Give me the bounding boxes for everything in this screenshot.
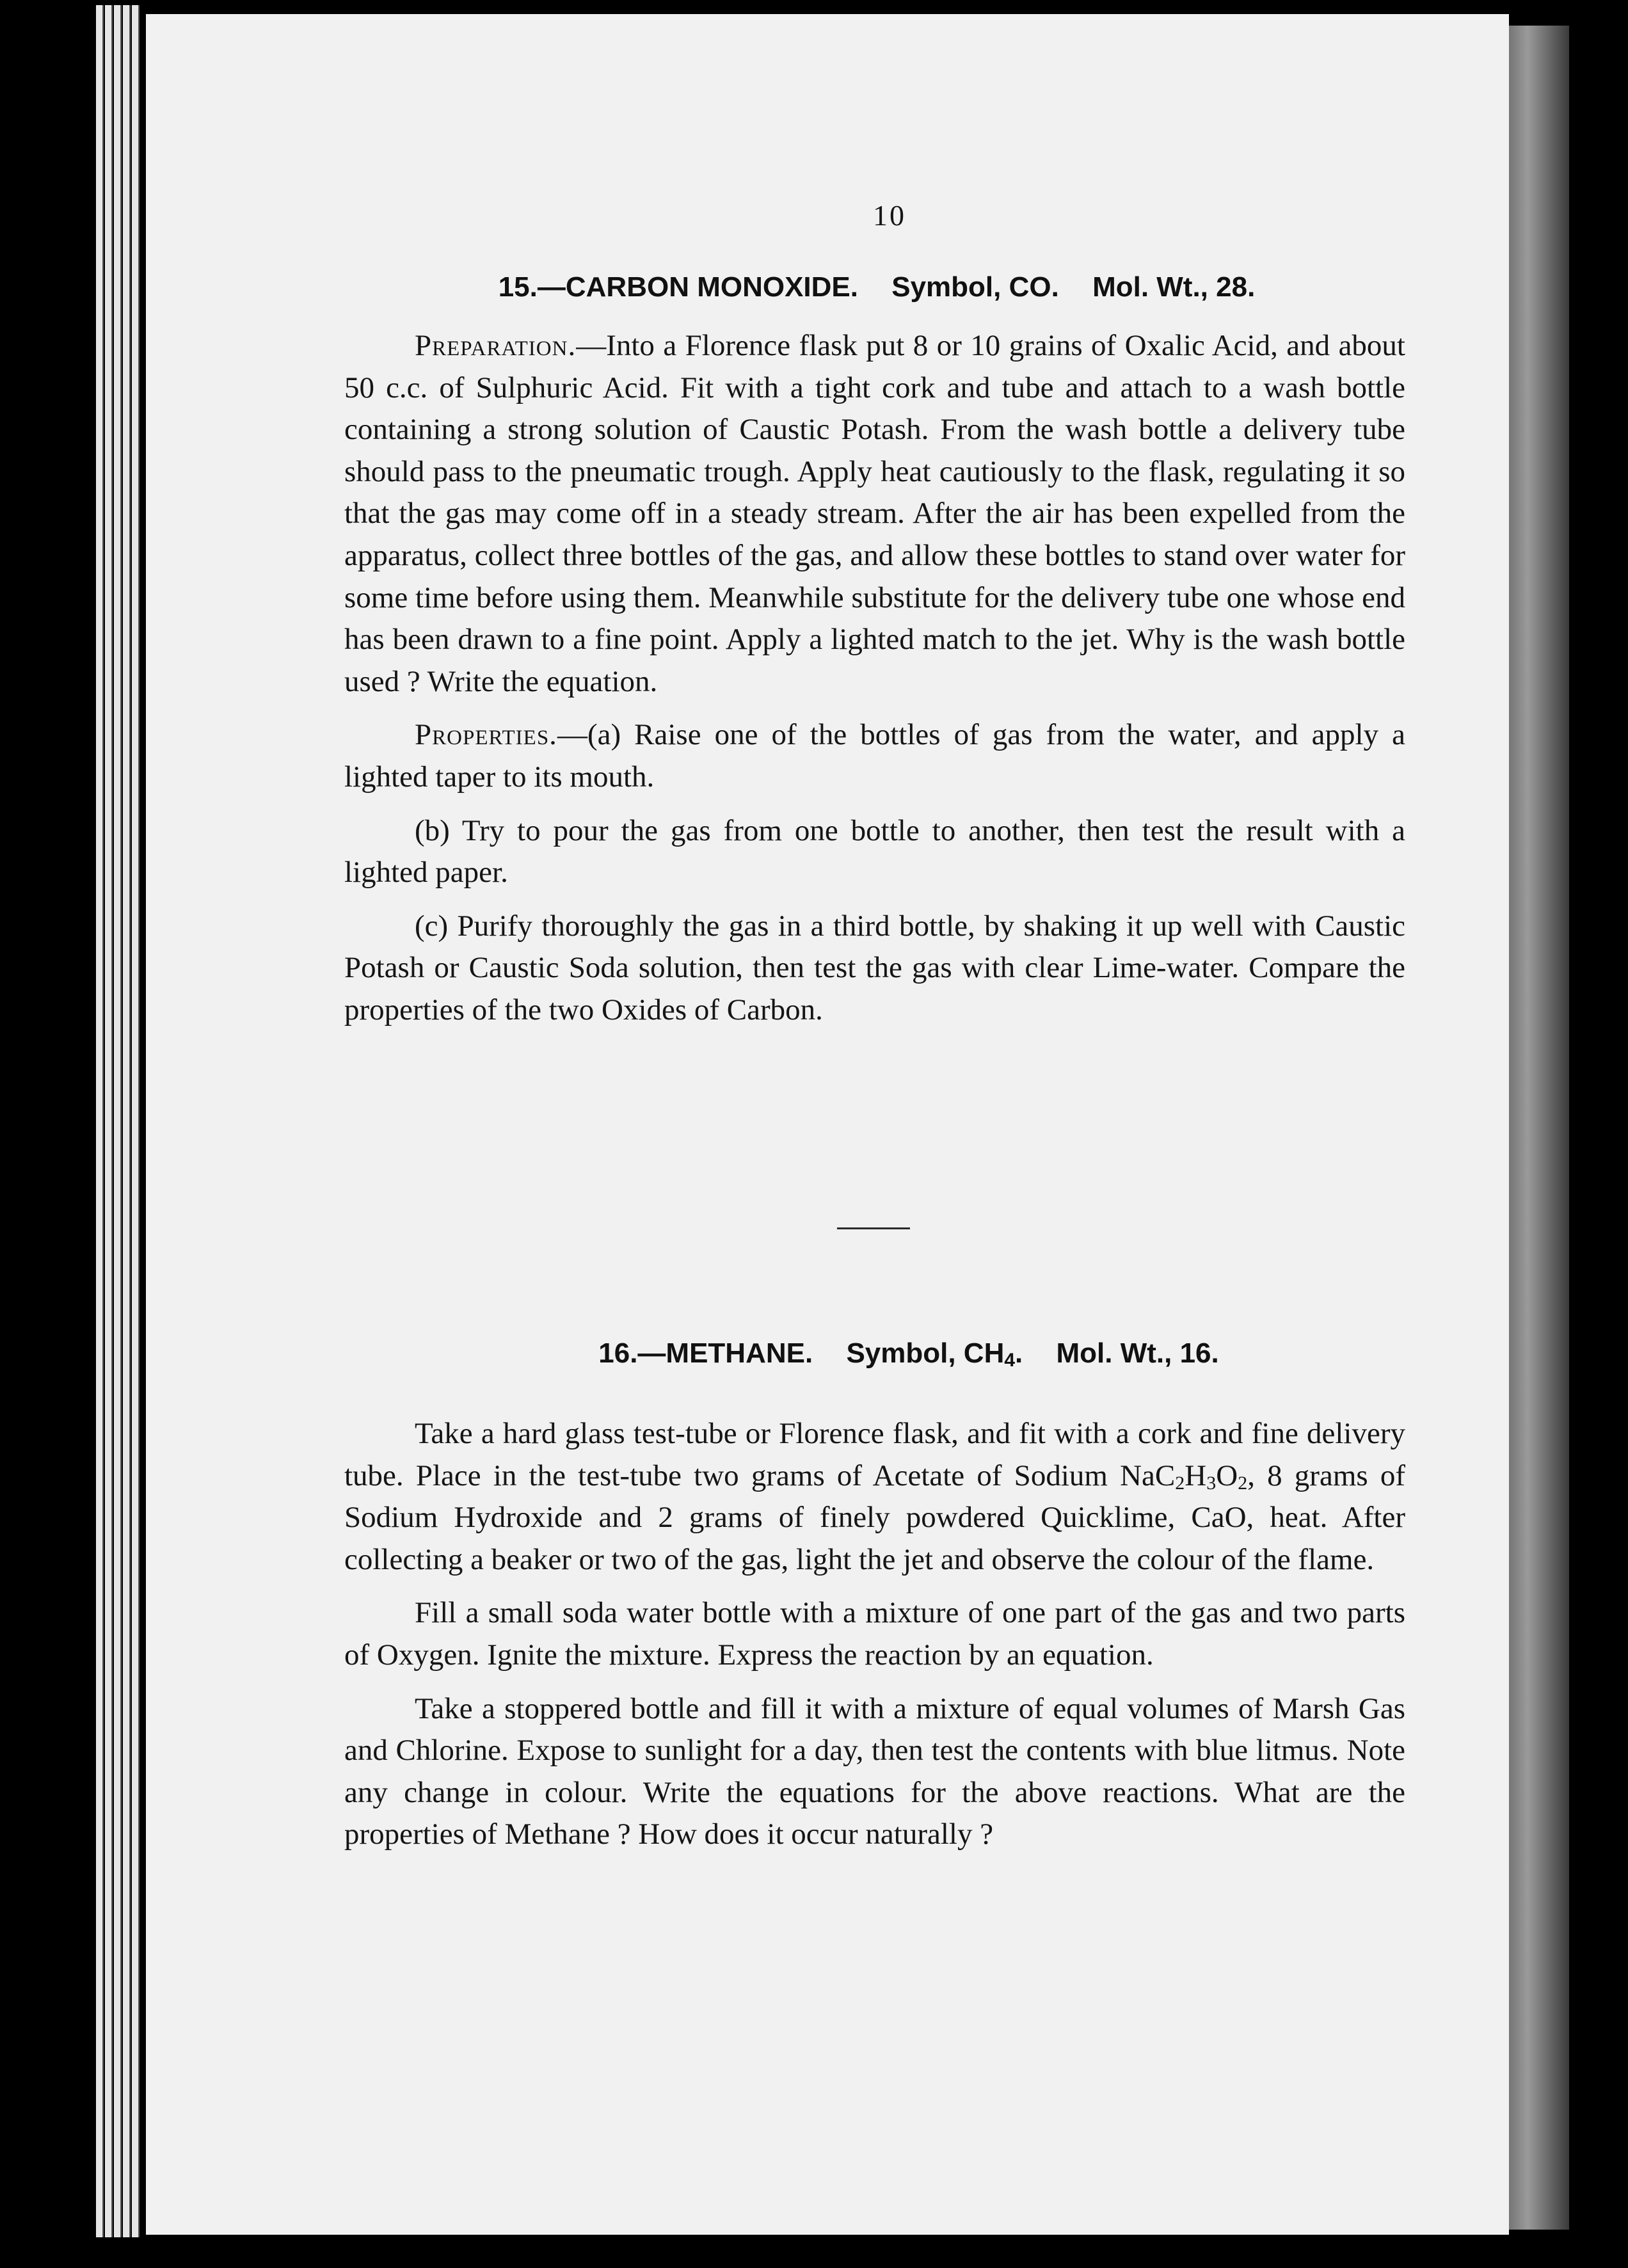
properties-a-paragraph (344, 714, 1405, 798)
preparation-paragraph (344, 325, 1405, 703)
section-15-number: 15. (498, 271, 538, 303)
section-divider (837, 1227, 910, 1229)
section-16-symbol-prefix: Symbol, CH (846, 1338, 1005, 1369)
preparation-text: —Into a Florence flask put 8 or 10 grains of Oxalic Acid, and about 50 c.c. of Sulphuric Acid. Fit with a tight cork and tube and attach to a wash bottle containing a strong solution of Caustic Potash. From the wash bottle a delivery tube should pass to the pneumatic trough. Apply heat cautiously to the flask, regulating it so that the gas may come off in a steady stream. After the air has been expelled from the apparatus, collect three bottles of the gas, and allow these bottles to stand over water for some time before using them. Meanwhile substitute for the delivery tube one whose end has been drawn to a fine point. Apply a lighted match to the jet. Why is the wash bottle used ? Write the equation. (344, 329, 1405, 698)
methane-p1-part-c: O (1216, 1458, 1238, 1492)
section-16-heading (410, 1338, 1408, 1370)
preparation-label: Preparation. (415, 329, 577, 362)
section-16-symbol (846, 1338, 1023, 1369)
next-page-shadow (1505, 26, 1569, 2230)
section-15-mol-wt: Mol. Wt., 28. (1092, 271, 1256, 303)
section-16-number: 16. (598, 1338, 638, 1369)
section-16-symbol-subscript: 4 (1004, 1350, 1016, 1371)
section-15-body (344, 325, 1405, 1032)
section-16-body (344, 1413, 1405, 1856)
methane-p1-part-a: Take a hard glass test-tube or Florence flask, and fit with a cork and fine delivery tube. Place in the test-tube two grams of Acetate of Sodium NaC (344, 1417, 1405, 1492)
page-edge (105, 5, 113, 2237)
methane-chlorine-paragraph: Take a stoppered bottle and fill it with a mixture of equal volumes of Marsh Gas and Chlorine. Expose to sunlight for a day, then test the contents with blue litmus. Note any change in colour. Write the equations for the above reactions. What are the properties of Methane ? How does it occur naturally ? (344, 1691, 1405, 1851)
properties-a-text: —(a) Raise one of the bottles of gas from the water, and apply a lighted taper to its mouth. (344, 718, 1405, 794)
properties-c-paragraph: (c) Purify thoroughly the gas in a third bottle, by shaking it up well with Caustic Potash or Caustic Soda solution, then test the gas with clear Lime-water. Compare the properties of the two Oxides of Carbon. (344, 909, 1405, 1026)
section-15-title: CARBON MONOXIDE. (565, 271, 858, 303)
section-16-mol-wt: Mol. Wt., 16. (1056, 1338, 1219, 1369)
formula-subscript: 2 (1238, 1472, 1248, 1494)
methane-p1-part-b: H (1185, 1458, 1207, 1492)
methane-p1-part-d: , 8 grams of Sodium Hydroxide and 2 grams of finely powdered Quicklime, CaO, heat. After collecting a beaker or two of the gas, light the jet and observe the colour of the flame. (344, 1458, 1406, 1576)
page-number: 10 (873, 199, 906, 232)
section-16-title: METHANE. (666, 1338, 813, 1369)
page-edge (114, 5, 122, 2237)
section-15-heading (384, 271, 1369, 303)
properties-b-paragraph: (b) Try to pour the gas from one bottle to another, then test the result with a lighted paper. (344, 813, 1405, 890)
section-16-dash: — (637, 1338, 666, 1369)
page-edge (123, 5, 131, 2237)
section-15-dash: — (537, 271, 566, 303)
section-16-symbol-suffix: . (1015, 1338, 1023, 1369)
methane-ignition-paragraph: Fill a small soda water bottle with a mixture of one part of the gas and two parts of Oxygen. Ignite the mixture. Express the reaction by an equation. (344, 1596, 1405, 1672)
formula-subscript: 3 (1206, 1472, 1217, 1494)
methane-preparation-paragraph (344, 1413, 1405, 1581)
page-edge (132, 5, 140, 2237)
formula-subscript: 2 (1175, 1472, 1185, 1494)
page-edge (96, 5, 104, 2237)
properties-label: Properties. (415, 718, 557, 752)
section-15-symbol: Symbol, CO. (891, 271, 1059, 303)
